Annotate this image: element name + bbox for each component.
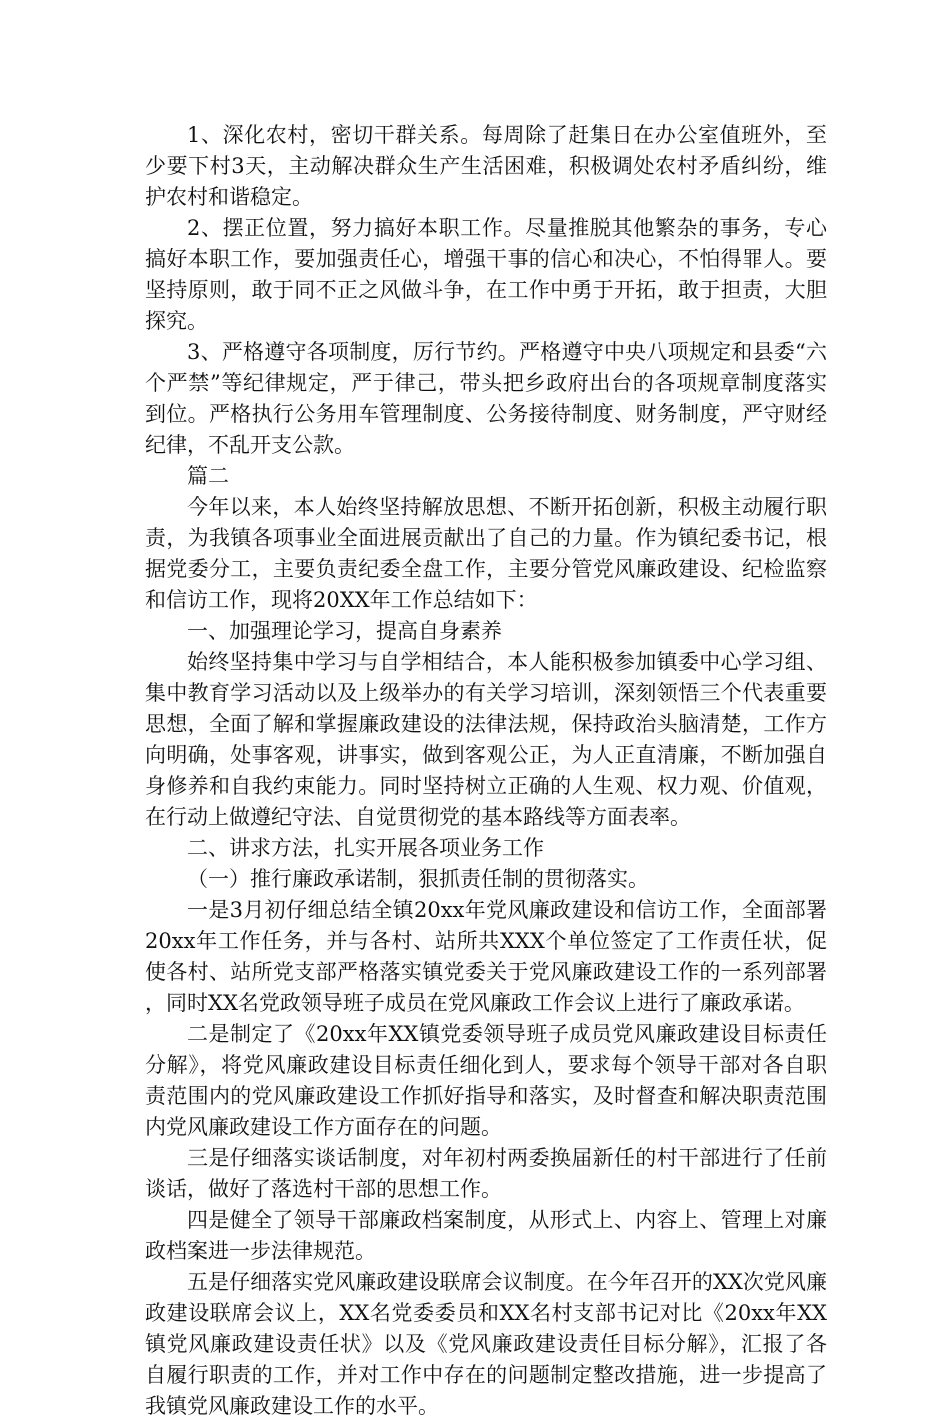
paragraph-point-five: 五是仔细落实党风廉政建设联席会议制度。在今年召开的XX次党风廉政建设联席会议上，XX名党委委员和XX名村支部书记对比《20xx年XX镇党风廉政建设责任状》以及《党风廉政建设责任目标分解》，汇报了各自履行职责的工作，并对工作中存在的问题制定整改措施，进一步提高了我镇党风廉政建设工作的水平。	[145, 1270, 827, 1418]
paragraph-point-one: 一是3月初仔细总结全镇20xx年党风廉政建设和信访工作，全面部署20xx年工作任务，并与各村、站所共XXX个单位签定了工作责任状，促使各村、站所党支部严格落实镇党委关于党风廉政建设工作的一系列部署，同时XX名党政领导班子成员在党风廉政工作会议上进行了廉政承诺。	[145, 898, 827, 1015]
paragraph-1: 1、深化农村，密切干群关系。每周除了赶集日在办公室值班外，至少要下村3天，主动解决群众生产生活困难，积极调处农村矛盾纠纷，维护农村和谐稳定。	[145, 123, 827, 209]
heading-theory-study: 一、加强理论学习，提高自身素养	[187, 619, 502, 643]
paragraph-point-three: 三是仔细落实谈话制度，对年初村两委换届新任的村干部进行了任前谈话，做好了落选村干部的思想工作。	[145, 1146, 827, 1201]
paragraph-point-two: 二是制定了《20xx年XX镇党委领导班子成员党风廉政建设目标责任分解》，将党风廉政建设目标责任细化到人，要求每个领导干部对各自职责范围内的党风廉政建设工作抓好指导和落实，及时督查和解决职责范围内党风廉政建设工作方面存在的问题。	[145, 1022, 827, 1139]
paragraph-2: 2、摆正位置，努力搞好本职工作。尽量推脱其他繁杂的事务，专心搞好本职工作，要加强责任心，增强干事的信心和决心，不怕得罪人。要坚持原则，敢于同不正之风做斗争，在工作中勇于开拓，敢于担责，大胆探究。	[145, 216, 827, 333]
paragraph-theory-study: 始终坚持集中学习与自学相结合，本人能积极参加镇委中心学习组、集中教育学习活动以及上级举办的有关学习培训，深刻领悟三个代表重要思想，全面了解和掌握廉政建设的法律法规，保持政治头脑清楚，工作方向明确，处事客观，讲事实，做到客观公正，为人正直清廉，不断加强自身修养和自我约束能力。同时坚持树立正确的人生观、权力观、价值观，在行动上做遵纪守法、自觉贯彻党的基本路线等方面表率。	[145, 650, 827, 829]
section-heading-pian-er: 篇二	[187, 464, 229, 488]
paragraph-intro: 今年以来，本人始终坚持解放思想、不断开拓创新，积极主动履行职责，为我镇各项事业全面进展贡献出了自己的力量。作为镇纪委书记，根据党委分工，主要负责纪委全盘工作，主要分管党风廉政建设、纪检监察和信访工作，现将20XX年工作总结如下：	[145, 495, 827, 612]
document-body	[145, 120, 827, 1422]
subheading-integrity-commitment: （一）推行廉政承诺制，狠抓责任制的贯彻落实。	[187, 867, 649, 891]
heading-business-work: 二、讲求方法，扎实开展各项业务工作	[187, 836, 544, 860]
paragraph-3: 3、严格遵守各项制度，厉行节约。严格遵守中央八项规定和县委“六个严禁”等纪律规定，严于律己，带头把乡政府出台的各项规章制度落实到位。严格执行公务用车管理制度、公务接待制度、财务制度，严守财经纪律，不乱开支公款。	[145, 340, 827, 457]
paragraph-point-four: 四是健全了领导干部廉政档案制度，从形式上、内容上、管理上对廉政档案进一步法律规范。	[145, 1208, 827, 1263]
